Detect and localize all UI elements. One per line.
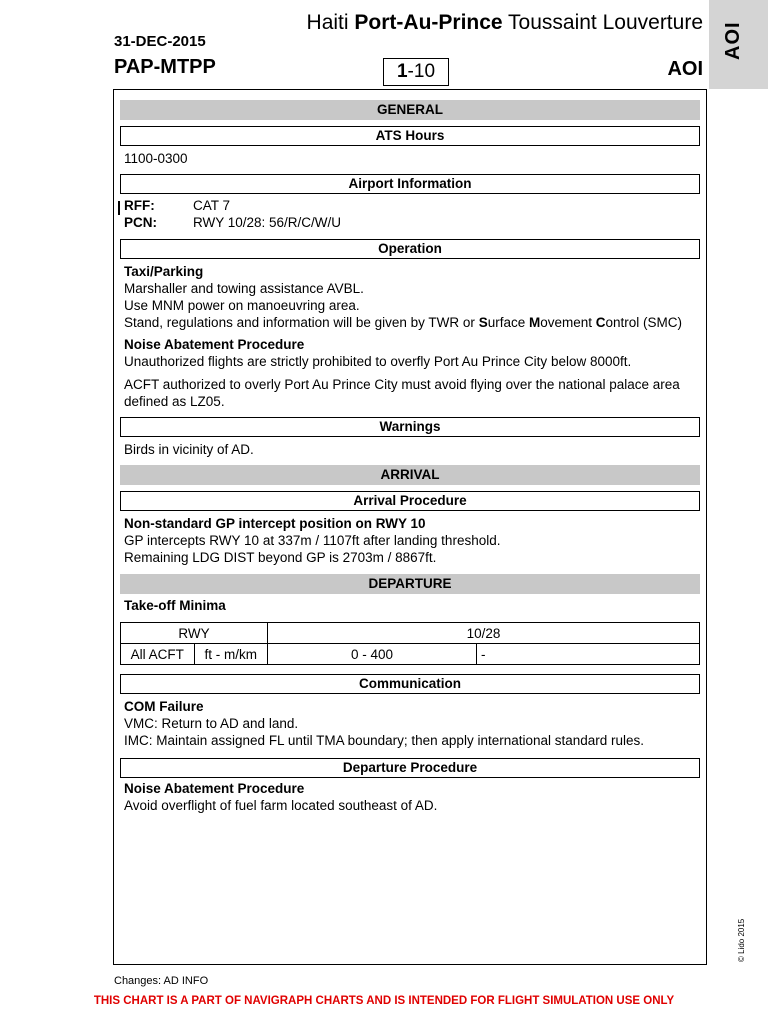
- smc-c: C: [595, 315, 606, 330]
- title-airport: Toussaint Louverture: [502, 11, 703, 34]
- acft-cell: All ACFT: [121, 644, 195, 665]
- imc-line: IMC: Maintain assigned FL until TMA boundary; then apply international standard rules.: [124, 733, 645, 748]
- com-failure-title: COM Failure: [124, 699, 204, 714]
- page-number-main: 1: [396, 61, 408, 82]
- vmc-line: VMC: Return to AD and land.: [124, 716, 299, 731]
- table-row: [121, 644, 700, 665]
- rwy-label-cell: RWY: [121, 623, 268, 644]
- gp-intercept-title: Non-standard GP intercept position on RWY 10: [124, 516, 426, 531]
- page-number: [383, 58, 449, 86]
- change-bar: [118, 201, 120, 215]
- taxi-line-3: [124, 314, 682, 331]
- warnings-heading: Warnings: [120, 417, 700, 437]
- section-departure-heading: DEPARTURE: [120, 574, 700, 594]
- copyright-label: © Lido 2015: [737, 918, 746, 962]
- taxi-line-3-text: Stand, regulations and information will be given by TWR or: [124, 315, 479, 330]
- disclaimer-text: THIS CHART IS A PART OF NAVIGRAPH CHARTS AND IS INTENDED FOR FLIGHT SIMULATION USE ONLY: [93, 995, 675, 1007]
- takeoff-minima-table: [120, 622, 700, 665]
- operation-heading: Operation: [120, 239, 700, 259]
- side-tab-label: AOI: [722, 21, 744, 60]
- noise-line-1: Unauthorized flights are strictly prohibited to overfly Port Au Prince City below 8000ft.: [124, 354, 632, 369]
- smc-s-rest: urface: [487, 315, 529, 330]
- airport-info-heading: Airport Information: [120, 174, 700, 194]
- smc-c-rest: ontrol (SMC): [605, 315, 683, 330]
- smc-m-rest: ovement: [540, 315, 596, 330]
- ats-hours-heading: ATS Hours: [120, 126, 700, 146]
- gp-line-1: GP intercepts RWY 10 at 337m / 1107ft after landing threshold.: [124, 533, 501, 548]
- icao-code: PAP-MTPP: [114, 56, 216, 78]
- noise-abatement-title: Noise Abatement Procedure: [124, 337, 305, 352]
- smc-m: M: [528, 315, 541, 330]
- dep-noise-title: Noise Abatement Procedure: [124, 781, 305, 796]
- warnings-text: Birds in vicinity of AD.: [124, 442, 254, 457]
- gp-line-2: Remaining LDG DIST beyond GP is 2703m / 8867ft.: [124, 550, 437, 565]
- units-cell: ft - m/km: [194, 644, 268, 665]
- range-cell: 0 - 400: [268, 644, 477, 665]
- title-country: Haiti: [306, 11, 355, 34]
- page-number-rest: -10: [407, 61, 436, 82]
- arrival-procedure-heading: Arrival Procedure: [120, 491, 700, 511]
- page-title: [307, 11, 703, 35]
- takeoff-minima-title: Take-off Minima: [124, 598, 226, 613]
- table-row: [121, 623, 700, 644]
- taxi-parking-title: Taxi/Parking: [124, 264, 204, 279]
- section-general-heading: GENERAL: [120, 100, 700, 120]
- dash-cell: -: [477, 644, 700, 665]
- dep-noise-text: Avoid overflight of fuel farm located southeast of AD.: [124, 798, 438, 813]
- changes-note: Changes: AD INFO: [114, 975, 209, 987]
- region-code: AOI: [667, 58, 703, 80]
- communication-heading: Communication: [120, 674, 700, 694]
- rff-label: RFF:: [124, 198, 155, 213]
- rff-value: CAT 7: [193, 198, 231, 213]
- rwy-value-cell: 10/28: [268, 623, 700, 644]
- noise-line-2: ACFT authorized to overly Port Au Prince City must avoid flying over the national palace area defined as LZ05.: [124, 377, 680, 409]
- title-city: Port-Au-Prince: [354, 11, 503, 34]
- pcn-label: PCN:: [124, 215, 157, 230]
- taxi-line-1: Marshaller and towing assistance AVBL.: [124, 281, 364, 296]
- departure-procedure-heading: Departure Procedure: [120, 758, 700, 778]
- ats-hours-value: 1100-0300: [124, 151, 188, 166]
- smc-s: S: [478, 315, 488, 330]
- taxi-line-2: Use MNM power on manoeuvring area.: [124, 298, 360, 313]
- section-arrival-heading: ARRIVAL: [120, 465, 700, 485]
- chart-date: 31-DEC-2015: [114, 33, 206, 50]
- pcn-value: RWY 10/28: 56/R/C/W/U: [193, 215, 342, 230]
